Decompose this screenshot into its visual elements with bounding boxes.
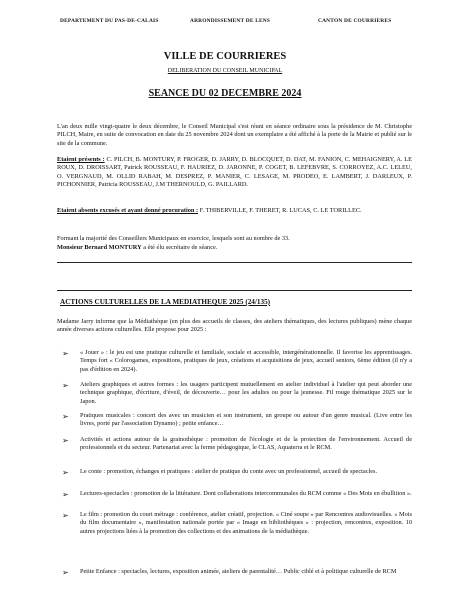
seance-heading: SEANCE DU 02 DECEMBRE 2024 (148, 88, 302, 99)
list-item: Ateliers graphiques et autres formes : les usagers participent mutuellement en atelier individuel à l'atelier qui peut aborder une technique graphique, d'écriture, d'éveil, de découverte… pour les adultes ou pour la jeunesse. Fil rouge thématique 2025 sur le Japon. (80, 381, 412, 405)
arrow-bullet-icon: ➢ (62, 568, 69, 577)
list-item: Lectures-spectacles : promotion de la littérature. Dont collaborations intercommunales du RCM comme « Des Mots en ébullition ». (80, 490, 412, 497)
absents-list: F. THIBERVILLE, F. THERET, R. LUCAS, C. LE TORILLEC. (199, 207, 362, 214)
arrow-bullet-icon: ➢ (62, 511, 69, 520)
intro-paragraph: L'an deux mille vingt-quatre le deux décembre, le Conseil Municipal s'est réuni en séance ordinaire sous la présidence de M. Christophe PILCH, Maire, en suite de convocation en date du 25 novembre 2024 dont un exemplaire a été affiché à la porte de la Mairie et publié sur le site de la commune. (57, 123, 412, 147)
secretary-paragraph (57, 244, 412, 252)
list-item: Activités et actions autour de la grainothèque : promotion de l'écologie et de la protection de l'environnement. Accueil de professionnels et du secteur. Partenariat avec la ferme pédagogique, le CLAS, Aquaterra et le RCM. (80, 436, 412, 452)
list-item: « Jouer » : le jeu est une pratique culturelle et familiale, sociale et accessible, intergénérationnelle. Il favorise les apprentissages. Temps fort « Colorogames, expositions, pratiques de jeux, créations et acquisitions de jeux, accueil seniors, 6ème édition (il n'y a pas d'édition en 2024). (80, 349, 412, 373)
arrow-bullet-icon: ➢ (62, 412, 69, 421)
presents-list: C. PILCH, B. MONTURY, P. FROGER, D. JARRY, D. BLOCQUET, D. DAT, M. FANION, C. MEHAIGNERY, A. LE ROUX, D. DROISSART, Patrick ROUSSEAU, F. HAURIEZ, D. JARONNE, P. COGET, B. LEFEBVRE, S. CORROYEZ, A.C. LELEU, O. VERGNAUD, M. OLLID RABAH, M. DESPREZ, P. MANIER, C. LESAGE, M. PRODEO, E. LAMBERT, J. DARLEUX, P. PICHONNIER, Patricia ROUSSEAU, J.M THERNOULD, G. PAILLARD. (57, 156, 412, 189)
list-item: Le conte : promotion, échanges et pratiques : atelier de pratique du conte avec un professionnel, accueil de spectacles. (80, 468, 378, 475)
arrow-bullet-icon: ➢ (62, 349, 69, 358)
divider-bottom (57, 290, 412, 291)
list-item: Pratiques musicales : concert des avec un musicien et son instrument, un groupe ou autour d'un genre musical. (Live entre les livres, porté par l'association Dynamo) ; petite enfance… (80, 412, 412, 428)
list-item: Petite Enfance : spectacles, lectures, exposition animée, ateliers de parentalité… Public ciblé et à politique culturelle de RCM (80, 568, 397, 575)
header-department: DEPARTEMENT DU PAS-DE-CALAIS (60, 18, 159, 24)
section-intro: Madame Jarry informe que la Médiathèque (en plus des accueils de classes, des ateliers thématiques, des lectures publiques) mène chaque année diverses actions culturelles. Elle propose pour 2025 : (57, 318, 412, 334)
presents-paragraph (57, 156, 412, 190)
arrow-bullet-icon: ➢ (62, 468, 69, 477)
list-item: Le film : promotion du court métrage : conférence, atelier créatif, projection. « Ciné soupe » par Rencontres audiovisuelles. « Mois du film documentaire », manifestation nationale portée par « Image en bibliothèques » : projection, rencontres, exposition. 10 autres projections liées à la promotion des collections et des animations de la médiathèque. (80, 511, 412, 535)
presents-label: Etaient présents : (57, 156, 105, 163)
section-title: ACTIONS CULTURELLES DE LA MEDIATHEQUE 2025 (24/135) (60, 298, 271, 306)
deliberation-heading: DELIBERATION DU CONSEIL MUNICIPAL (167, 68, 283, 74)
absents-paragraph (57, 207, 412, 215)
secretary-name: Monsieur Bernard MONTURY (57, 244, 142, 251)
header-canton: CANTON DE COURRIERES (318, 18, 392, 24)
arrow-bullet-icon: ➢ (62, 490, 69, 499)
divider-top (57, 262, 412, 263)
majority-paragraph: Formant la majorité des Conseillers Municipaux en exercice, lesquels sont au nombre de 33. (57, 235, 290, 242)
secretary-text: a été élu secrétaire de séance. (143, 244, 218, 251)
arrow-bullet-icon: ➢ (62, 381, 69, 390)
document-title: VILLE DE COURRIERES (163, 51, 287, 62)
arrow-bullet-icon: ➢ (62, 436, 69, 445)
absents-label: Etaient absents excusés et ayant donné procuration : (57, 207, 199, 214)
header-arrondissement: ARRONDISSEMENT DE LENS (190, 18, 271, 24)
